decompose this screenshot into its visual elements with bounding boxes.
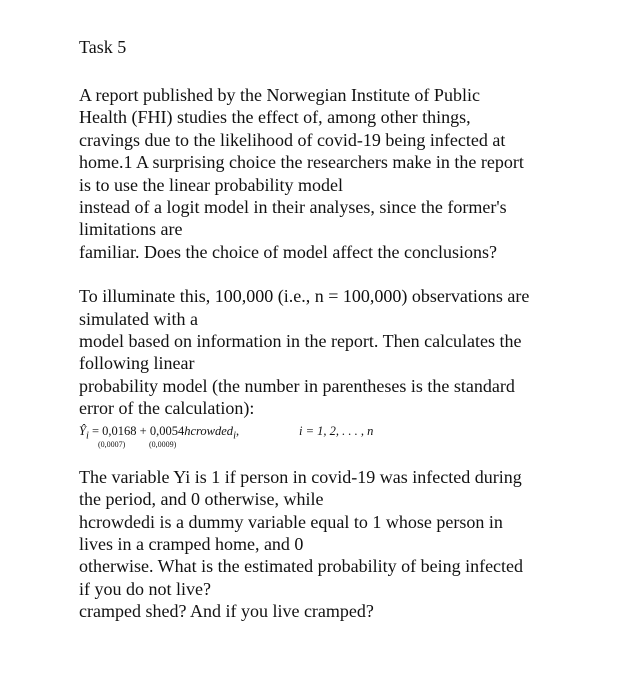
text-line: hcrowdedi is a dummy variable equal to 1 whose person in [79,511,503,532]
regression-equation [79,422,579,466]
text-line: following linear [79,353,195,374]
paragraph-question [79,466,579,623]
text-line: is to use the linear probability model [79,174,343,195]
paragraph-spacer [79,263,579,285]
text-line: cramped shed? And if you live cramped? [79,601,374,622]
text-line: probability model (the number in parentheses is the standard [79,375,515,396]
text-line: The variable Yi is 1 if person in covid-19 was infected during [79,466,522,487]
equation-rhs-subscript: i [233,430,236,442]
equation-lhs: Ŷ [79,423,86,438]
paragraph-simulation [79,285,579,419]
equation-index-range: i = 1, 2, . . . , n [299,423,374,438]
document-page [79,36,579,623]
text-line: the period, and 0 otherwise, while [79,489,324,510]
text-line: error of the calculation): [79,398,255,419]
equation-rhs-variable: hcrowded [184,423,234,438]
text-line: if you do not live? [79,578,211,599]
equation-rhs-constant: = 0,0168 + 0,0054 [91,423,185,438]
text-line: lives in a cramped home, and 0 [79,533,304,554]
text-line: familiar. Does the choice of model affect the conclusions? [79,241,498,262]
standard-error-coefficient: (0,0009) [149,439,177,449]
text-line: home.1 A surprising choice the researchers make in the report [79,152,524,173]
text-line: To illuminate this, 100,000 (i.e., n = 100,000) observations are [79,286,530,307]
text-line: instead of a logit model in their analyses, since the former's [79,197,507,218]
paragraph-intro [79,84,579,263]
text-line: simulated with a [79,308,198,329]
standard-error-constant: (0,0007) [98,439,126,449]
text-line: model based on information in the report. Then calculates the [79,331,522,352]
text-line: cravings due to the likelihood of covid-19 being infected at [79,129,506,150]
text-line: otherwise. What is the estimated probability of being infected [79,556,524,577]
text-line: Health (FHI) studies the effect of, among other things, [79,107,471,128]
equation-lhs-subscript: i [85,430,89,442]
task-title: Task 5 [79,37,127,57]
text-line: A report published by the Norwegian Institute of Public [79,85,480,105]
equation-main: $Ŷ_i = 0,0168$ + 0,0054hcrowded$_i$, [79,423,240,442]
text-line: limitations are [79,219,183,240]
